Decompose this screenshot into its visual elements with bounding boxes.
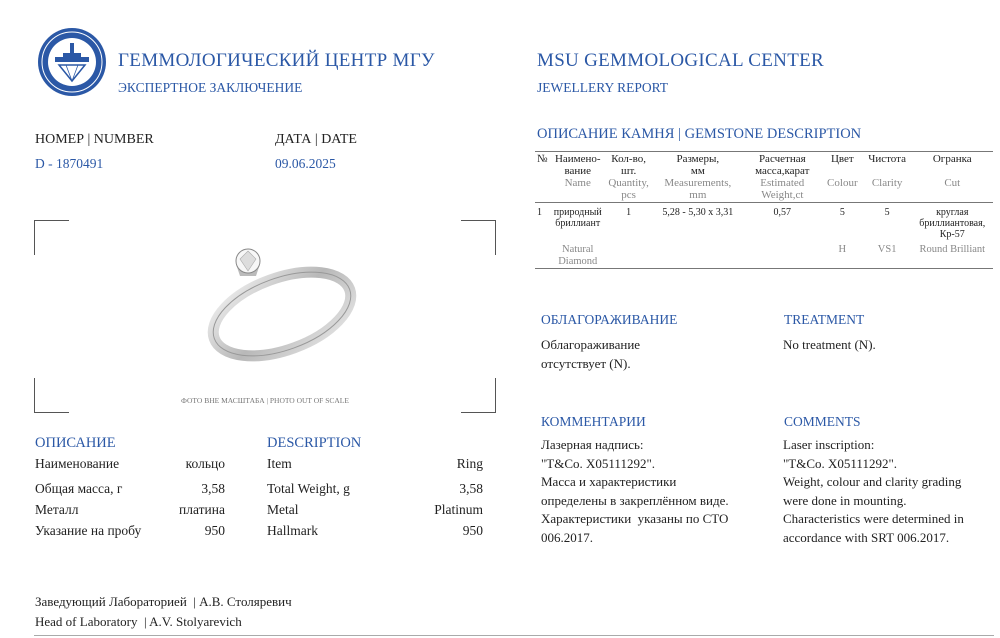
text-line: were done in mounting. [783, 492, 907, 508]
text-line: Характеристики указаны по СТО [541, 511, 729, 526]
cell-en: Round Brilliant [912, 240, 993, 269]
cell-ru: круглая бриллиантовая, Кр-57 [919, 207, 986, 240]
cell-ru: 5,28 - 5,30 x 3,31 [662, 207, 734, 218]
date-value: 09.06.2025 [275, 156, 336, 171]
text-line: 006.2017. [541, 529, 593, 545]
th-ru: Цвет [830, 153, 854, 165]
text-line: Масса и характеристики [541, 474, 677, 489]
desc-en-value: Ring [456, 456, 483, 471]
cell-ru: 5 [839, 207, 845, 218]
number-label: НОМЕР | NUMBER [35, 132, 154, 147]
cell-en [653, 240, 743, 269]
cell-ru: природный бриллиант [553, 207, 602, 229]
date-label: ДАТА | DATE [275, 132, 357, 147]
cell-en: H [822, 240, 863, 269]
treatment-en-title: TREATMENT [784, 312, 865, 327]
gemstone-row-en [535, 240, 993, 269]
desc-ru-label: Общая масса, г [35, 481, 123, 496]
treatment-ru-text [541, 336, 640, 373]
desc-ru-value: 3,58 [201, 481, 225, 496]
signature-en: Head of Laboratory | A.V. Stolyarevich [35, 614, 242, 629]
desc-ru-label: Указание на пробу [35, 523, 142, 538]
treatment-ru-title: ОБЛАГОРАЖИВАНИЕ [541, 312, 678, 327]
th-en: Name [551, 177, 604, 203]
th-ru: Огранка [932, 153, 972, 165]
th-ru: Наимено- вание [554, 153, 601, 177]
th-ru: № [537, 153, 548, 165]
cell-en: Natural Diamond [551, 240, 604, 269]
desc-en-label: Total Weight, g [267, 481, 350, 496]
comments-ru-title: КОММЕНТАРИИ [541, 414, 646, 429]
header-en-title: MSU GEMMOLOGICAL CENTER [537, 50, 824, 71]
comments-ru-text [541, 436, 729, 547]
text-line: No treatment (N). [783, 337, 876, 352]
header-ru-title: ГЕММОЛОГИЧЕСКИЙ ЦЕНТР МГУ [118, 50, 435, 71]
gemstone-header-ru [535, 152, 993, 177]
description-en-title: DESCRIPTION [267, 435, 362, 451]
description-ru-title: ОПИСАНИЕ [35, 435, 116, 451]
header-en-subtitle: JEWELLERY REPORT [537, 80, 669, 95]
bottom-rule [34, 635, 994, 636]
text-line: Weight, colour and clarity grading [783, 474, 962, 489]
number-value: D - 1870491 [35, 156, 104, 171]
th-en: Measurements, mm [653, 177, 743, 203]
desc-ru-label: Наименование [35, 456, 120, 471]
text-line: accordance with SRT 006.2017. [783, 529, 950, 545]
cell-ru: 1 [626, 207, 632, 218]
cell-en [535, 240, 551, 269]
comments-en-text [783, 436, 964, 547]
desc-en-label: Hallmark [267, 523, 318, 538]
comments-en-title: COMMENTS [784, 414, 861, 429]
th-en: Colour [822, 177, 863, 203]
th-ru: Размеры, мм [676, 153, 720, 177]
th-en: Clarity [863, 177, 912, 203]
th-en: Estimated Weight,ct [743, 177, 822, 203]
text-line: Laser inscription: [783, 437, 875, 452]
text-line: определены в закреплённом виде. [541, 492, 729, 508]
cell-en [604, 240, 653, 269]
cell-en: VS1 [863, 240, 912, 269]
th-en [535, 177, 551, 203]
desc-ru-value: кольцо [185, 456, 225, 471]
photo-frame [34, 220, 496, 413]
th-ru: Кол-во, шт. [611, 153, 646, 177]
text-line: "T&Co. X05111292". [783, 455, 898, 471]
cell-en [743, 240, 822, 269]
gemstone-row-ru [535, 203, 993, 241]
cell-ru: 5 [884, 207, 890, 218]
desc-en-value: Platinum [434, 502, 483, 517]
desc-ru-value: 950 [204, 523, 225, 538]
cell-ru: 0,57 [773, 207, 792, 218]
desc-en-value: 3,58 [459, 481, 483, 496]
desc-en-value: 950 [462, 523, 483, 538]
photo-scale-note: ФОТО ВНЕ МАСШТАБА | PHOTO OUT OF SCALE [181, 396, 349, 405]
text-line: Облагораживание [541, 337, 641, 352]
th-en: Cut [912, 177, 993, 203]
msu-seal-logo-icon [37, 27, 107, 97]
th-ru: Расчетная масса,карат [755, 153, 810, 177]
treatment-en-text [783, 336, 876, 355]
gemstone-title: ОПИСАНИЕ КАМНЯ | GEMSTONE DESCRIPTION [537, 126, 862, 142]
desc-en-label: Item [267, 456, 292, 471]
text-line: Characteristics were determined in [783, 511, 964, 526]
cell-ru: 1 [537, 207, 542, 218]
text-line: отсутствует (N). [541, 355, 631, 371]
text-line: Лазерная надпись: [541, 437, 644, 452]
th-en: Quantity, pcs [604, 177, 653, 203]
gemstone-table [535, 152, 993, 269]
desc-en-label: Metal [267, 502, 299, 517]
th-ru: Чистота [868, 153, 906, 165]
signature-ru: Заведующий Лабораторией | А.В. Столяревич [35, 594, 292, 609]
gemstone-header-en [535, 177, 993, 203]
ring-photo-icon [202, 234, 362, 364]
header-ru-subtitle: ЭКСПЕРТНОЕ ЗАКЛЮЧЕНИЕ [118, 80, 303, 95]
text-line: "T&Co. X05111292". [541, 455, 656, 471]
desc-ru-label: Металл [35, 502, 79, 517]
desc-ru-value: платина [179, 502, 225, 517]
